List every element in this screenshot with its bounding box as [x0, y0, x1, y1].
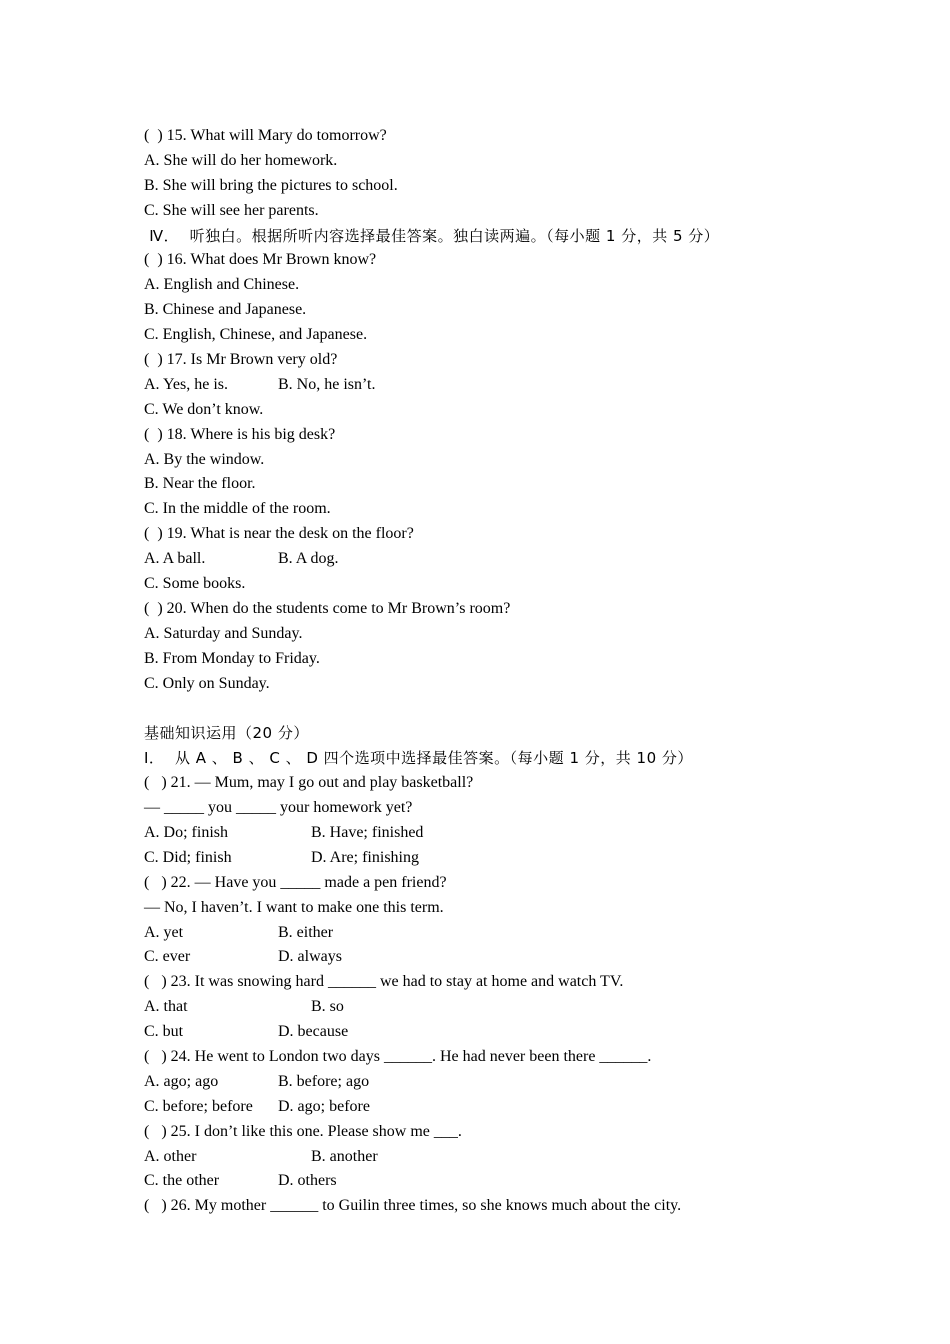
q22-option-a: A. yet	[144, 923, 184, 941]
question-17: ( ) 17. Is Mr Brown very old?	[144, 351, 338, 369]
question-21: ( ) 21. — Mum, may I go out and play basketball?	[144, 774, 474, 792]
q23-option-a: A. that	[144, 998, 188, 1016]
q20-option-a: A. Saturday and Sunday.	[144, 624, 303, 642]
question-18: ( ) 18. Where is his big desk?	[144, 425, 336, 443]
blank-line	[144, 696, 844, 721]
q22-dialogue: — No, I haven’t. I want to make one this term.	[144, 898, 444, 916]
q17-option-c: C. We don’t know.	[144, 400, 264, 418]
q21-options-ab	[144, 821, 844, 846]
q16-option-b: B. Chinese and Japanese.	[144, 301, 307, 319]
q25-option-d: D. others	[278, 1172, 337, 1190]
q23-option-d: D. because	[278, 1023, 349, 1041]
question-24: ( ) 24. He went to London two days ______. He had never been there ______.	[144, 1047, 652, 1065]
q21-option-a: A. Do; finish	[144, 823, 228, 841]
q17-option-a: A. Yes, he is.	[144, 375, 229, 393]
q22-options-cd	[144, 945, 844, 970]
q20-option-b: B. From Monday to Friday.	[144, 649, 320, 667]
q16-option-c: C. English, Chinese, and Japanese.	[144, 326, 368, 344]
q24-options-cd	[144, 1095, 844, 1120]
question-22: ( ) 22. — Have you _____ made a pen friend?	[144, 873, 447, 891]
q25-options-cd	[144, 1169, 844, 1194]
q18-option-c: C. In the middle of the room.	[144, 500, 331, 518]
q17-option-b: B. No, he isn’t.	[278, 375, 376, 393]
q25-options-ab	[144, 1145, 844, 1170]
section-i-instructions: Ⅰ． 从 A 、 B 、 C 、 D 四个选项中选择最佳答案。（每小题 1 分，共 10 分）	[144, 749, 693, 768]
q15-option-b: B. She will bring the pictures to school.	[144, 176, 398, 194]
question-19: ( ) 19. What is near the desk on the floor?	[144, 525, 414, 543]
q19-options-ab	[144, 547, 844, 572]
question-23: ( ) 23. It was snowing hard ______ we had to stay at home and watch TV.	[144, 973, 624, 991]
question-26: ( ) 26. My mother ______ to Guilin three times, so she knows much about the city.	[144, 1197, 682, 1215]
q23-options-ab	[144, 995, 844, 1020]
q24-option-c: C. before; before	[144, 1097, 253, 1115]
q21-option-c: C. Did; finish	[144, 848, 232, 866]
q21-option-d: D. Are; finishing	[311, 848, 419, 866]
q23-option-c: C. but	[144, 1023, 184, 1041]
question-20: ( ) 20. When do the students come to Mr Brown’s room?	[144, 599, 511, 617]
q19-option-b: B. A dog.	[278, 550, 339, 568]
q17-options-ab	[144, 373, 844, 398]
q16-option-a: A. English and Chinese.	[144, 276, 300, 294]
q21-dialogue: — _____ you _____ your homework yet?	[144, 799, 413, 817]
section-iv-instructions: Ⅳ． 听独白。根据所听内容选择最佳答案。独白读两遍。（每小题 1 分，共 5 分）	[144, 226, 720, 245]
q24-options-ab	[144, 1070, 844, 1095]
q21-options-cd	[144, 846, 844, 871]
q22-option-c: C. ever	[144, 948, 191, 966]
q19-option-a: A. A ball.	[144, 550, 206, 568]
q22-option-d: D. always	[278, 948, 342, 966]
document-content	[144, 124, 844, 1219]
q25-option-a: A. other	[144, 1147, 197, 1165]
q20-option-c: C. Only on Sunday.	[144, 674, 270, 692]
q22-options-ab	[144, 921, 844, 946]
q23-options-cd	[144, 1020, 844, 1045]
question-16: ( ) 16. What does Mr Brown know?	[144, 251, 377, 269]
q15-option-c: C. She will see her parents.	[144, 201, 319, 219]
q19-option-c: C. Some books.	[144, 575, 246, 593]
q18-option-b: B. Near the floor.	[144, 475, 256, 493]
q23-option-b: B. so	[311, 998, 344, 1016]
q15-option-a: A. She will do her homework.	[144, 151, 338, 169]
q24-option-d: D. ago; before	[278, 1097, 370, 1115]
q18-option-a: A. By the window.	[144, 450, 265, 468]
question-15: ( ) 15. What will Mary do tomorrow?	[144, 127, 387, 144]
section-heading: 基础知识运用（20 分）	[144, 724, 309, 743]
q25-option-b: B. another	[311, 1147, 378, 1165]
q25-option-c: C. the other	[144, 1172, 220, 1190]
q22-option-b: B. either	[278, 923, 334, 941]
q21-option-b: B. Have; finished	[311, 823, 424, 841]
question-25: ( ) 25. I don’t like this one. Please show me ___.	[144, 1122, 462, 1140]
q24-option-b: B. before; ago	[278, 1072, 370, 1090]
q24-option-a: A. ago; ago	[144, 1072, 219, 1090]
